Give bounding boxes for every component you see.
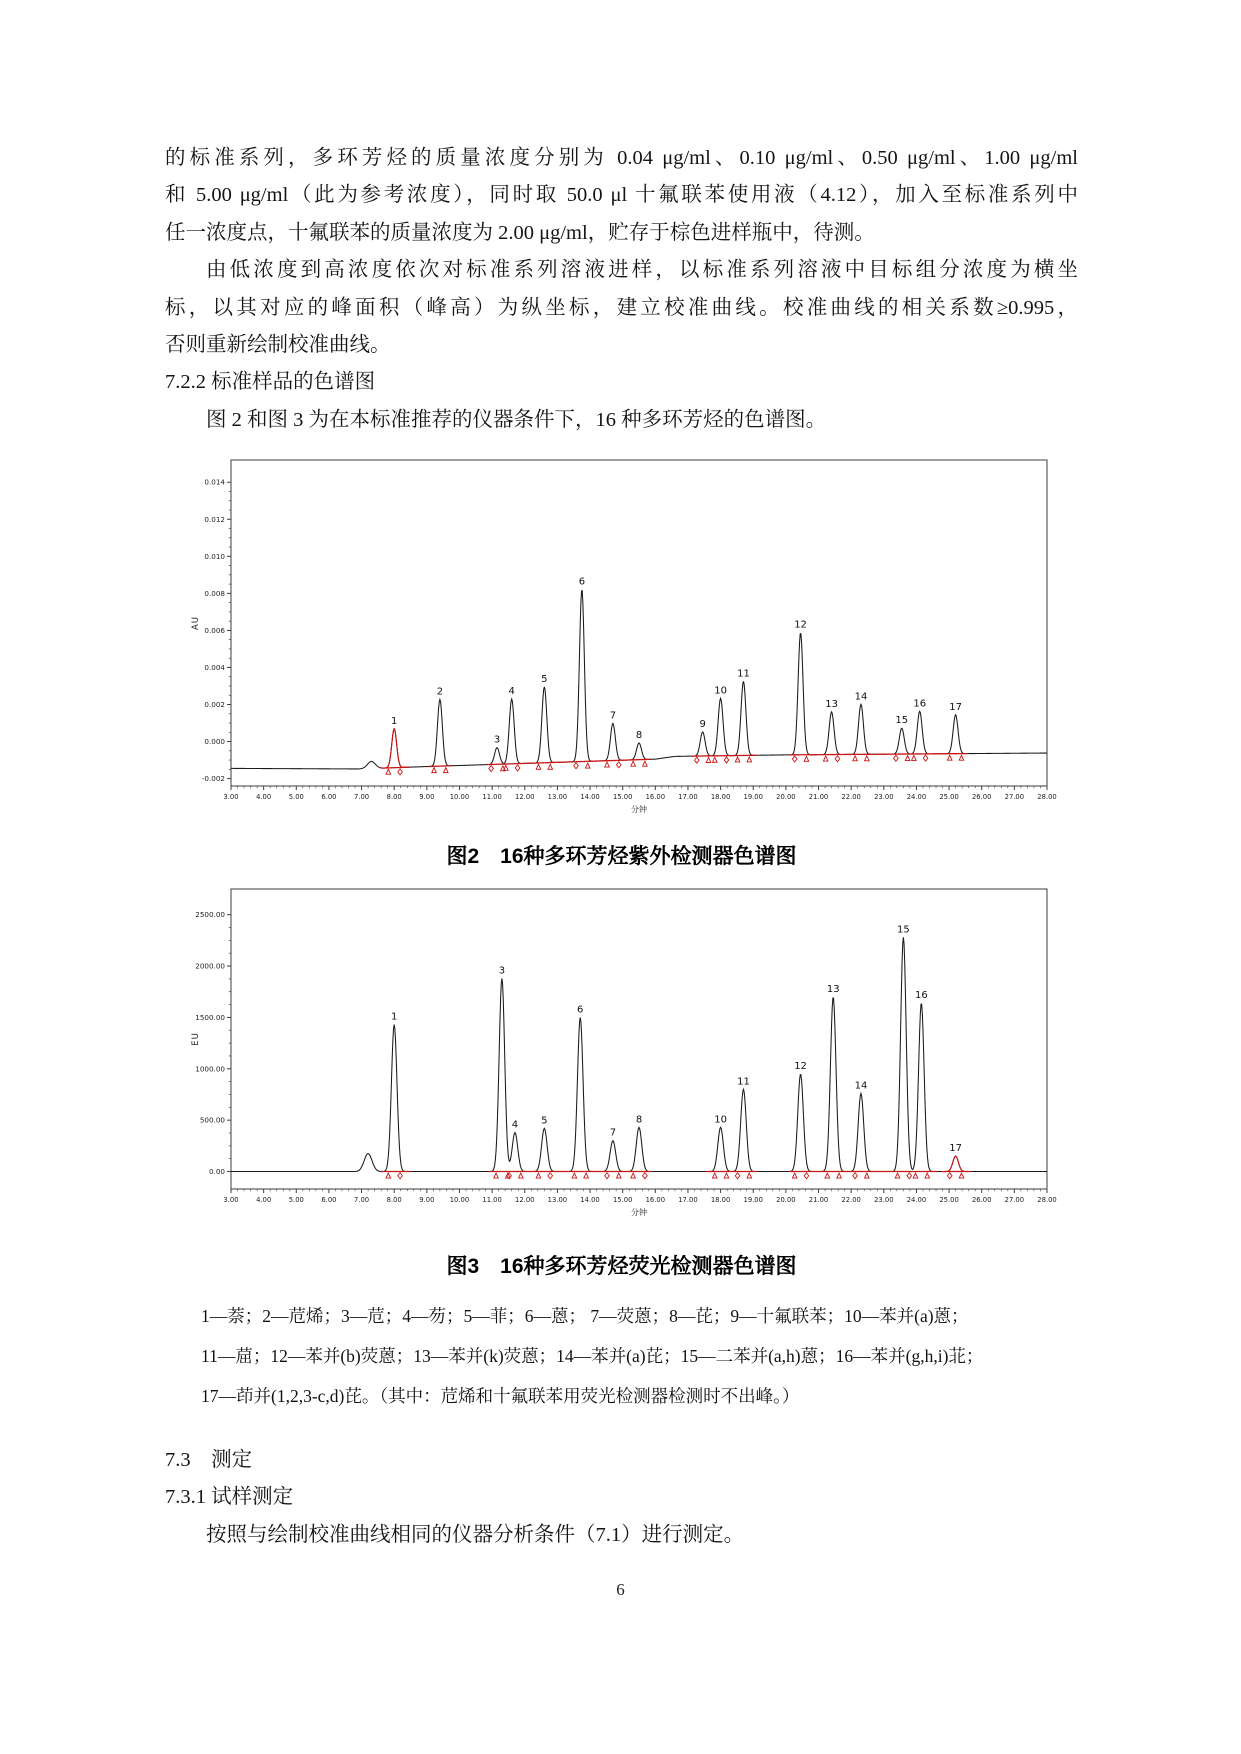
svg-text:17: 17 xyxy=(949,701,962,713)
figure3-caption: 图3 16种多环芳烃荧光检测器色谱图 xyxy=(446,1255,797,1278)
svg-text:12: 12 xyxy=(794,1060,807,1072)
svg-text:0.010: 0.010 xyxy=(204,551,225,561)
svg-text:6.00: 6.00 xyxy=(321,1196,337,1204)
svg-text:19.00: 19.00 xyxy=(743,793,763,801)
svg-text:26.00: 26.00 xyxy=(971,1196,992,1204)
figure2-chromatogram xyxy=(185,450,1075,828)
svg-text:5: 5 xyxy=(541,673,548,685)
svg-text:13: 13 xyxy=(826,983,840,995)
svg-text:1000.00: 1000.00 xyxy=(195,1064,225,1074)
svg-text:21.00: 21.00 xyxy=(808,793,829,801)
svg-text:22.00: 22.00 xyxy=(841,793,861,801)
svg-text:23.00: 23.00 xyxy=(874,1196,894,1204)
svg-text:9: 9 xyxy=(699,718,706,730)
svg-text:10.00: 10.00 xyxy=(449,793,470,801)
svg-text:12.00: 12.00 xyxy=(515,793,535,801)
svg-text:4: 4 xyxy=(511,1119,519,1131)
svg-text:11: 11 xyxy=(737,1076,750,1088)
svg-text:7.00: 7.00 xyxy=(353,1196,370,1204)
svg-text:0.014: 0.014 xyxy=(204,477,225,487)
svg-text:0.012: 0.012 xyxy=(204,514,225,524)
svg-text:11: 11 xyxy=(737,668,750,680)
svg-text:5.00: 5.00 xyxy=(288,1196,304,1204)
svg-text:1: 1 xyxy=(391,715,398,727)
svg-text:分钟: 分钟 xyxy=(631,1208,647,1217)
section-heading-7-3-1: 7.3.1 试样测定 xyxy=(165,1486,294,1509)
compound-legend xyxy=(201,1296,1081,1416)
svg-text:11.00: 11.00 xyxy=(482,793,502,801)
section-7-3-block xyxy=(165,1442,1078,1554)
svg-text:0.002: 0.002 xyxy=(204,700,225,709)
svg-text:3.00: 3.00 xyxy=(223,1196,239,1204)
svg-text:16.00: 16.00 xyxy=(645,793,666,801)
paragraph2-line3: 否则重新绘制校准曲线。 xyxy=(165,334,391,357)
svg-text:19.00: 19.00 xyxy=(743,1196,763,1204)
svg-text:分钟: 分钟 xyxy=(631,805,647,814)
svg-text:14: 14 xyxy=(854,691,868,703)
figure-intro-line: 图 2 和图 3 为在本标准推荐的仪器条件下，16 种多环芳烃的色谱图。 xyxy=(206,408,827,431)
svg-text:13.00: 13.00 xyxy=(547,793,568,801)
svg-text:AU: AU xyxy=(191,615,201,631)
svg-text:10: 10 xyxy=(714,685,727,697)
svg-text:0.006: 0.006 xyxy=(204,625,225,635)
legend-line-1: 1—萘；2—苊烯；3—苊；4—芴；5—菲；6—蒽； 7—荧蒽；8—芘；9—十氟联苯；10—苯并(a)蒽； xyxy=(201,1306,969,1326)
svg-text:7.00: 7.00 xyxy=(353,793,370,801)
paragraph2-line1: 由低浓度到高浓度依次对标准系列溶液进样，以标准系列溶液中目标组分浓度为横坐 xyxy=(206,259,1078,282)
page-number: 6 xyxy=(616,1580,625,1599)
svg-text:12: 12 xyxy=(794,619,807,631)
svg-text:16: 16 xyxy=(914,990,928,1002)
svg-text:16.00: 16.00 xyxy=(645,1196,666,1204)
svg-text:14: 14 xyxy=(854,1080,868,1092)
svg-text:27.00: 27.00 xyxy=(1004,793,1025,801)
svg-text:10: 10 xyxy=(714,1114,727,1126)
section-heading-7-2-2: 7.2.2 标准样品的色谱图 xyxy=(165,371,376,394)
figure3-chart-svg xyxy=(185,884,1075,1236)
svg-text:0.000: 0.000 xyxy=(204,737,225,747)
svg-text:25.00: 25.00 xyxy=(939,1196,959,1204)
svg-text:24.00: 24.00 xyxy=(906,1196,927,1204)
svg-text:17.00: 17.00 xyxy=(678,1196,698,1204)
svg-text:15.00: 15.00 xyxy=(612,793,633,801)
svg-text:6: 6 xyxy=(577,1004,584,1016)
paragraph1-line3: 任一浓度点，十氟联苯的质量浓度为 2.00 μg/ml，贮存于棕色进样瓶中，待测。 xyxy=(165,221,875,244)
svg-text:-0.002: -0.002 xyxy=(201,774,225,784)
svg-text:6.00: 6.00 xyxy=(321,793,337,801)
svg-text:3: 3 xyxy=(498,965,506,977)
svg-text:17: 17 xyxy=(949,1143,962,1155)
svg-text:5.00: 5.00 xyxy=(288,793,304,801)
legend-line-3: 17—茚并(1,2,3-c,d)芘。（其中：苊烯和十氟联苯用荧光检测器检测时不出峰。） xyxy=(201,1386,800,1406)
svg-text:6: 6 xyxy=(578,576,586,588)
svg-text:18.00: 18.00 xyxy=(710,1196,731,1204)
svg-text:0.00: 0.00 xyxy=(208,1167,225,1177)
svg-text:9.00: 9.00 xyxy=(419,1196,435,1204)
svg-text:13: 13 xyxy=(825,698,838,710)
svg-text:17.00: 17.00 xyxy=(678,793,698,801)
svg-text:4.00: 4.00 xyxy=(256,1196,272,1204)
svg-text:15.00: 15.00 xyxy=(612,1196,633,1204)
svg-text:5: 5 xyxy=(541,1115,548,1127)
svg-text:3.00: 3.00 xyxy=(223,793,239,801)
paragraph2-line2: 标，以其对应的峰面积（峰高）为纵坐标，建立校准曲线。校准曲线的相关系数≥0.995， xyxy=(165,296,1078,319)
svg-text:25.00: 25.00 xyxy=(939,793,959,801)
figure2-chart-svg xyxy=(185,450,1075,828)
svg-text:14.00: 14.00 xyxy=(580,793,600,801)
paragraph1-line2: 和 5.00 μg/ml（此为参考浓度），同时取 50.0 μl 十氟联苯使用液（4.12），加入至标准系列中 xyxy=(165,184,1078,207)
svg-text:EU: EU xyxy=(191,1032,201,1046)
svg-text:8: 8 xyxy=(635,730,643,742)
svg-text:2: 2 xyxy=(436,686,444,698)
svg-text:4: 4 xyxy=(508,685,515,697)
svg-text:12.00: 12.00 xyxy=(515,1196,535,1204)
svg-text:10.00: 10.00 xyxy=(449,1196,470,1204)
section-heading-7-3: 7.3 测定 xyxy=(165,1449,253,1471)
paragraph3-line1: 按照与绘制校准曲线相同的仪器分析条件（7.1）进行测定。 xyxy=(206,1523,745,1546)
svg-text:3: 3 xyxy=(493,734,501,746)
svg-text:2500.00: 2500.00 xyxy=(195,910,225,920)
svg-text:8.00: 8.00 xyxy=(386,793,402,801)
svg-text:15: 15 xyxy=(895,715,909,727)
svg-text:16: 16 xyxy=(913,698,927,710)
figure2-caption: 图2 16种多环芳烃紫外检测器色谱图 xyxy=(446,845,797,868)
svg-text:24.00: 24.00 xyxy=(906,793,927,801)
legend-line-2: 11—䓛；12—苯并(b)荧蒽；13—苯并(k)荧蒽；14—苯并(a)芘；15—二苯并(a,h)蒽；16—苯并(g,h,i)苝； xyxy=(201,1346,984,1366)
svg-text:7: 7 xyxy=(609,1127,617,1139)
svg-text:27.00: 27.00 xyxy=(1004,1196,1025,1204)
svg-text:21.00: 21.00 xyxy=(808,1196,829,1204)
svg-text:14.00: 14.00 xyxy=(580,1196,600,1204)
svg-text:15: 15 xyxy=(897,924,910,936)
svg-text:22.00: 22.00 xyxy=(841,1196,861,1204)
svg-text:8: 8 xyxy=(635,1114,643,1126)
svg-text:500.00: 500.00 xyxy=(199,1115,225,1125)
svg-text:13.00: 13.00 xyxy=(547,1196,568,1204)
svg-text:18.00: 18.00 xyxy=(710,793,731,801)
svg-text:1500.00: 1500.00 xyxy=(195,1012,225,1022)
svg-text:7: 7 xyxy=(609,710,617,722)
svg-text:4.00: 4.00 xyxy=(256,793,272,801)
svg-text:20.00: 20.00 xyxy=(776,1196,796,1204)
body-text-block xyxy=(165,140,1078,439)
svg-text:28.00: 28.00 xyxy=(1037,793,1057,801)
svg-text:20.00: 20.00 xyxy=(776,793,796,801)
svg-text:11.00: 11.00 xyxy=(482,1196,502,1204)
svg-text:2000.00: 2000.00 xyxy=(195,961,225,971)
svg-text:23.00: 23.00 xyxy=(874,793,894,801)
svg-text:26.00: 26.00 xyxy=(971,793,992,801)
svg-text:9.00: 9.00 xyxy=(419,793,435,801)
svg-text:28.00: 28.00 xyxy=(1037,1196,1057,1204)
paragraph1-line1: 的标准系列，多环芳烃的质量浓度分别为 0.04 μg/ml、0.10 μg/ml、0.50 μg/ml、1.00 μg/ml xyxy=(165,147,1078,169)
figure3-chromatogram xyxy=(185,884,1075,1236)
svg-text:0.004: 0.004 xyxy=(204,662,225,672)
svg-text:0.008: 0.008 xyxy=(204,588,225,598)
svg-text:1: 1 xyxy=(391,1011,398,1023)
svg-text:8.00: 8.00 xyxy=(386,1196,402,1204)
